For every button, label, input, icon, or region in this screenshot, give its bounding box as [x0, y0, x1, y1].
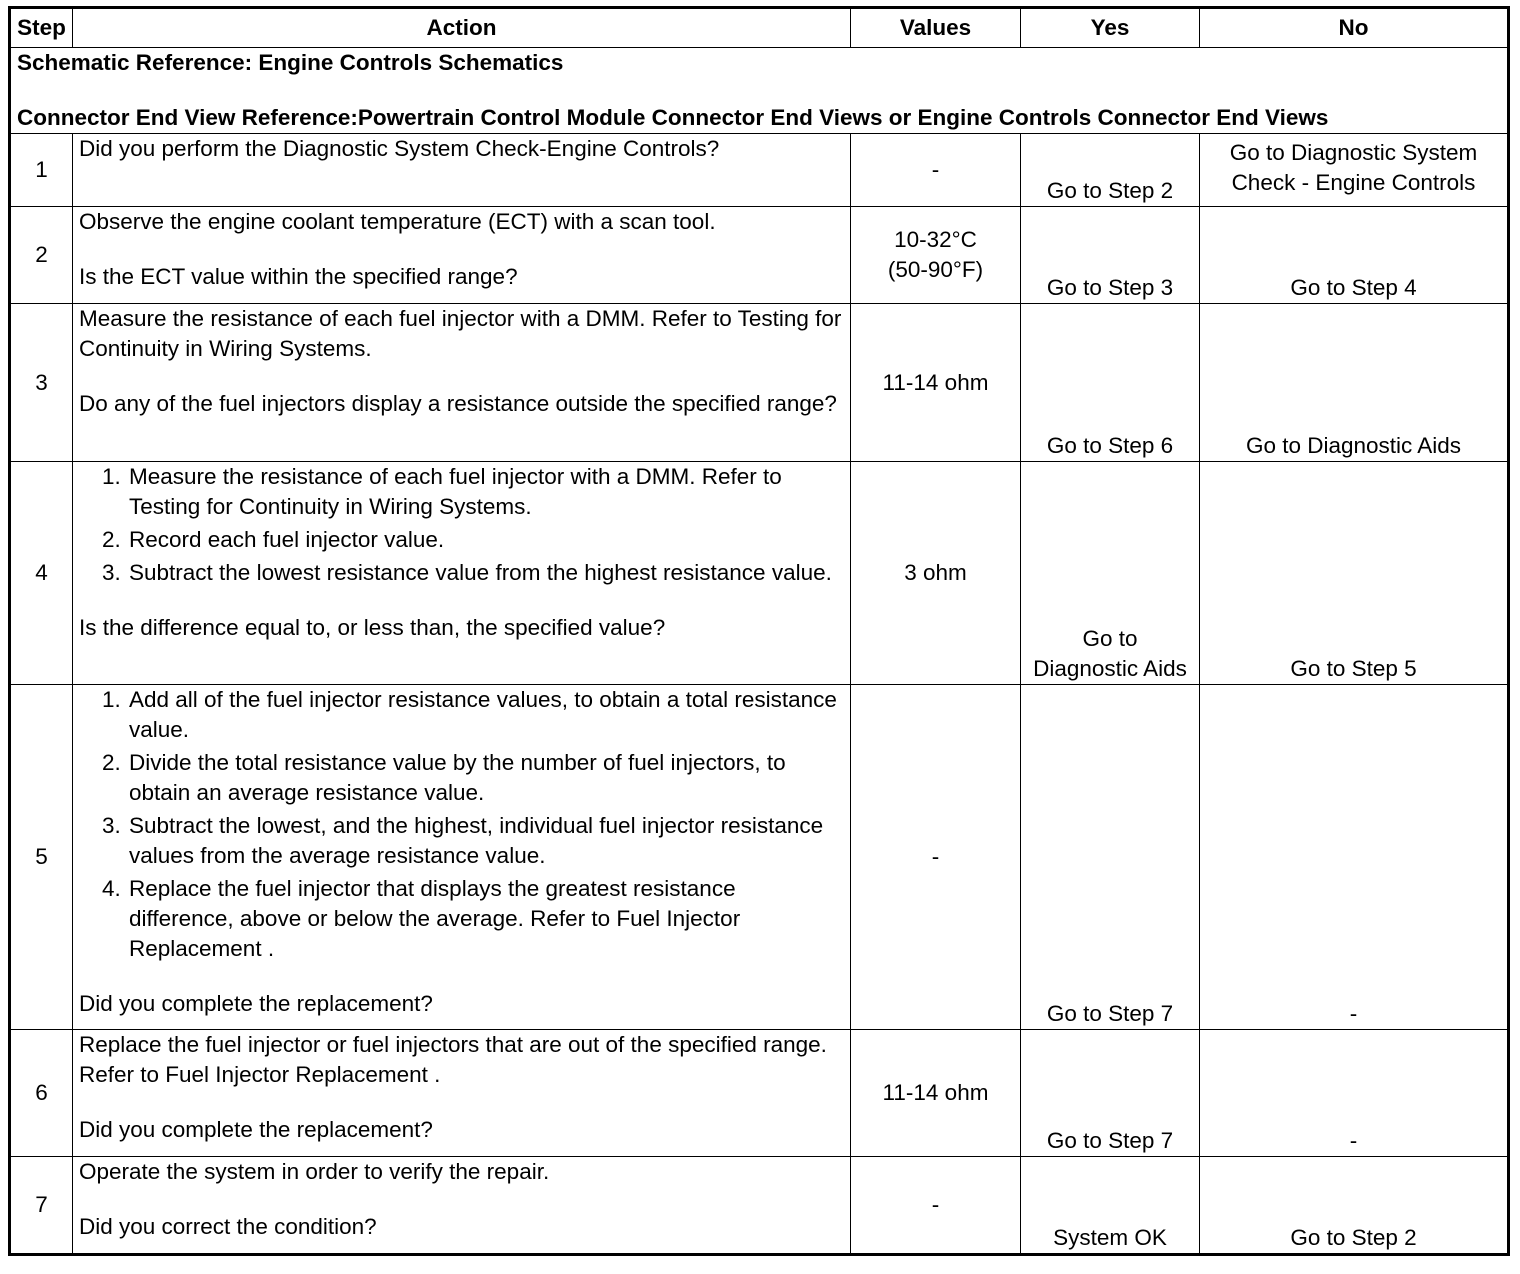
step-number: 1 [10, 134, 73, 207]
step-row-7 [10, 1157, 1509, 1255]
step-row-5 [10, 685, 1509, 1030]
action-cell [73, 134, 851, 207]
header-no: No [1200, 8, 1509, 48]
list-item: 2. Record each fuel injector value. [127, 525, 844, 555]
value-cell: 11-14 ohm [851, 304, 1021, 462]
no-cell: Go to Step 4 [1200, 207, 1509, 304]
action-text: Operate the system in order to verify the repair. [79, 1159, 550, 1184]
step-number: 2 [10, 207, 73, 304]
list-item: 3. Subtract the lowest, and the highest, individual fuel injector resistance values from the average resistance value. [127, 811, 844, 871]
action-question: Is the difference equal to, or less than, the specified value? [79, 615, 666, 640]
value-cell: 3 ohm [851, 462, 1021, 685]
no-cell: Go to Step 2 [1200, 1157, 1509, 1255]
action-cell [73, 462, 851, 685]
schematic-reference: Schematic Reference: Engine Controls Schematics [17, 50, 564, 75]
no-cell: - [1200, 685, 1509, 1030]
action-cell [73, 304, 851, 462]
yes-cell: Go to Step 2 [1021, 134, 1200, 207]
step-number: 5 [10, 685, 73, 1030]
step-row-3 [10, 304, 1509, 462]
action-cell [73, 685, 851, 1030]
header-action: Action [73, 8, 851, 48]
no-cell: Go to Step 5 [1200, 462, 1509, 685]
value-celsius: 10-32°C [894, 227, 977, 252]
action-question: Did you complete the replacement? [79, 991, 433, 1016]
yes-cell: System OK [1021, 1157, 1200, 1255]
action-text: Replace the fuel injector or fuel injectors that are out of the specified range. Refer to Fuel Injector Replacement . [79, 1032, 827, 1087]
step-row-4 [10, 462, 1509, 685]
action-text: Observe the engine coolant temperature (ECT) with a scan tool. [79, 209, 716, 234]
action-text: Measure the resistance of each fuel injector with a DMM. Refer to Testing for Continuity in Wiring Systems. [79, 306, 842, 361]
list-item: 4. Replace the fuel injector that displays the greatest resistance difference, above or below the average. Refer to Fuel Injector Replacement . [127, 874, 844, 964]
value-cell [851, 207, 1021, 304]
step-row-1 [10, 134, 1509, 207]
step-number: 7 [10, 1157, 73, 1255]
value-cell: - [851, 1157, 1021, 1255]
list-item: 1. Measure the resistance of each fuel injector with a DMM. Refer to Testing for Continuity in Wiring Systems. [127, 462, 844, 522]
diagnostic-table [8, 6, 1510, 1256]
action-question: Is the ECT value within the specified range? [79, 264, 518, 289]
header-yes: Yes [1021, 8, 1200, 48]
action-question: Did you correct the condition? [79, 1214, 377, 1239]
step-row-6 [10, 1030, 1509, 1157]
action-cell [73, 207, 851, 304]
action-list [79, 462, 844, 588]
connector-reference: Connector End View Reference:Powertrain Control Module Connector End Views or Engine Controls Connector End Views [17, 105, 1329, 130]
no-cell: - [1200, 1030, 1509, 1157]
step-number: 4 [10, 462, 73, 685]
action-list [79, 685, 844, 964]
header-values: Values [851, 8, 1021, 48]
header-step: Step [10, 8, 73, 48]
no-cell: Go to Diagnostic Aids [1200, 304, 1509, 462]
yes-cell: Go to Step 6 [1021, 304, 1200, 462]
action-text: Did you perform the Diagnostic System Check-Engine Controls? [79, 136, 720, 161]
yes-cell: Go to Step 7 [1021, 1030, 1200, 1157]
action-cell [73, 1157, 851, 1255]
header-row [10, 8, 1509, 48]
step-row-2 [10, 207, 1509, 304]
step-number: 6 [10, 1030, 73, 1157]
reference-row [10, 48, 1509, 134]
yes-cell: Go to Diagnostic Aids [1021, 462, 1200, 685]
list-item: 2. Divide the total resistance value by the number of fuel injectors, to obtain an average resistance value. [127, 748, 844, 808]
action-question: Did you complete the replacement? [79, 1117, 433, 1142]
action-cell [73, 1030, 851, 1157]
action-question: Do any of the fuel injectors display a resistance outside the specified range? [79, 391, 837, 416]
value-cell: - [851, 685, 1021, 1030]
value-cell: - [851, 134, 1021, 207]
yes-cell: Go to Step 7 [1021, 685, 1200, 1030]
list-item: 3. Subtract the lowest resistance value from the highest resistance value. [127, 558, 844, 588]
yes-cell: Go to Step 3 [1021, 207, 1200, 304]
no-cell: Go to Diagnostic System Check - Engine Controls [1200, 134, 1509, 207]
step-number: 3 [10, 304, 73, 462]
value-cell: 11-14 ohm [851, 1030, 1021, 1157]
reference-cell [10, 48, 1509, 134]
list-item: 1. Add all of the fuel injector resistance values, to obtain a total resistance value. [127, 685, 844, 745]
value-fahrenheit: (50-90°F) [887, 257, 984, 282]
